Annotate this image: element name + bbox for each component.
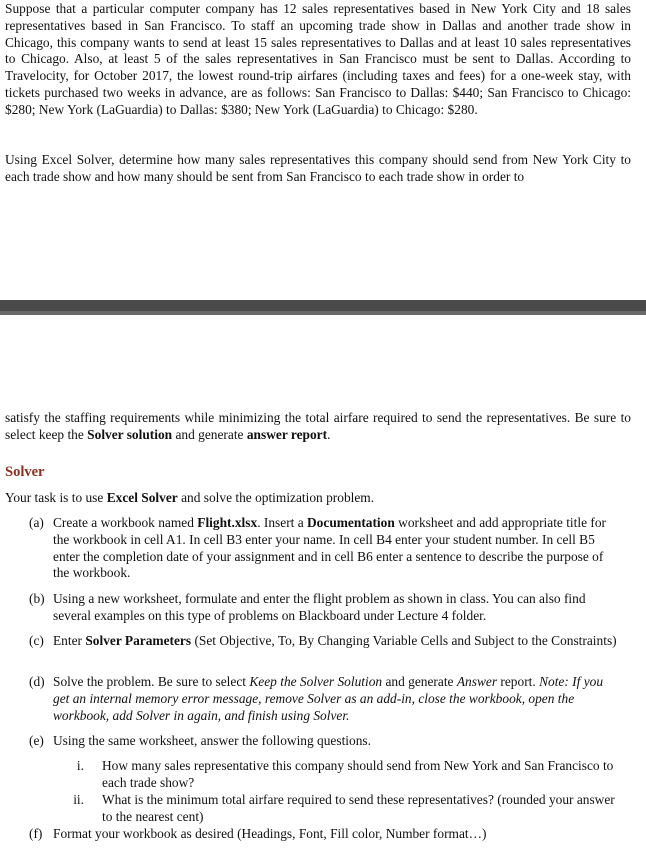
section-heading-solver: Solver: [5, 464, 45, 480]
task-item-b: [29, 591, 619, 625]
item-label: (b): [29, 591, 45, 606]
item-text: Using a new worksheet, formulate and enter the flight problem as shown in class. You can also find several examples on this type of problems on Blackboard under Lecture 4 folder.: [53, 591, 586, 623]
task-statement-part2: [5, 410, 631, 444]
page-separator-shadow: [0, 311, 646, 315]
task-item-e: [29, 733, 619, 750]
task-item-c: [29, 633, 619, 650]
task-text-part1: Using Excel Solver, determine how many sales representatives this company should send from New York City to each trade show and how many should be sent from San Francisco to each trade show in order to: [5, 152, 631, 184]
task-item-f: [29, 826, 619, 843]
task-text-part2: satisfy the staffing requirements while minimizing the total airfare required to send the representatives. Be sure to select keep the Solver solution and generate answer report.: [5, 410, 631, 442]
item-text: Enter Solver Parameters (Set Objective, To, By Changing Variable Cells and Subject to the Constraints): [53, 633, 617, 648]
task-item-a: [29, 515, 619, 582]
item-text: Format your workbook as desired (Headings, Font, Fill color, Number format…): [53, 826, 487, 841]
sub-question-ii: [64, 792, 624, 826]
item-label: (e): [29, 733, 44, 748]
problem-text: Suppose that a particular computer company has 12 sales representatives based in New York City and 18 sales representatives based in San Francisco. To staff an upcoming trade show in Dallas and another trade show in Chicago, this company wants to send at least 15 sales representatives to Dallas and at least 10 sales representatives to Chicago. Also, at least 5 of the sales representatives in San Francisco must be sent to Dallas. According to Travelocity, for October 2017, the lowest round-trip airfares (including taxes and fees) for a one-week stay, with tickets purchased two weeks in advance, are as follows: San Francisco to Dallas: $440; San Francisco to Chicago: $280; New York (LaGuardia) to Dallas: $380; New York (LaGuardia) to Chicago: $280.: [5, 1, 631, 117]
task-item-d: [29, 674, 619, 724]
item-label: (a): [29, 515, 44, 530]
item-text: Create a workbook named Flight.xlsx. Insert a Documentation worksheet and add appropriate title for the workbook in cell A1. In cell B3 enter your name. In cell B4 enter your student number. In cell B5 enter the completion date of your assignment and in cell B6 enter a sentence to describe the purpose of the workbook.: [53, 515, 606, 581]
sub-label: ii.: [73, 792, 84, 807]
problem-statement: [5, 1, 631, 119]
item-text: Solve the problem. Be sure to select Keep the Solver Solution and generate Answer report. Note: If you get an internal memory error message, remove Solver as an add-in, close the workbook, open the workbook, add Solver in again, and finish using Solver.: [53, 674, 604, 723]
sub-text: What is the minimum total airfare required to send these representatives? (rounded your answer to the nearest cent): [102, 792, 615, 824]
task-statement-part1: [5, 152, 631, 186]
item-label: (d): [29, 674, 45, 689]
sub-text: How many sales representative this company should send from New York and San Francisco to each trade show?: [102, 758, 614, 790]
page-separator-band: [0, 300, 646, 315]
item-text: Using the same worksheet, answer the following questions.: [53, 733, 371, 748]
item-label: (f): [29, 826, 43, 841]
sub-label: i.: [76, 758, 84, 773]
item-label: (c): [29, 633, 44, 648]
solver-intro: Your task is to use Excel Solver and solve the optimization problem.: [5, 490, 375, 505]
sub-question-i: [64, 758, 624, 792]
